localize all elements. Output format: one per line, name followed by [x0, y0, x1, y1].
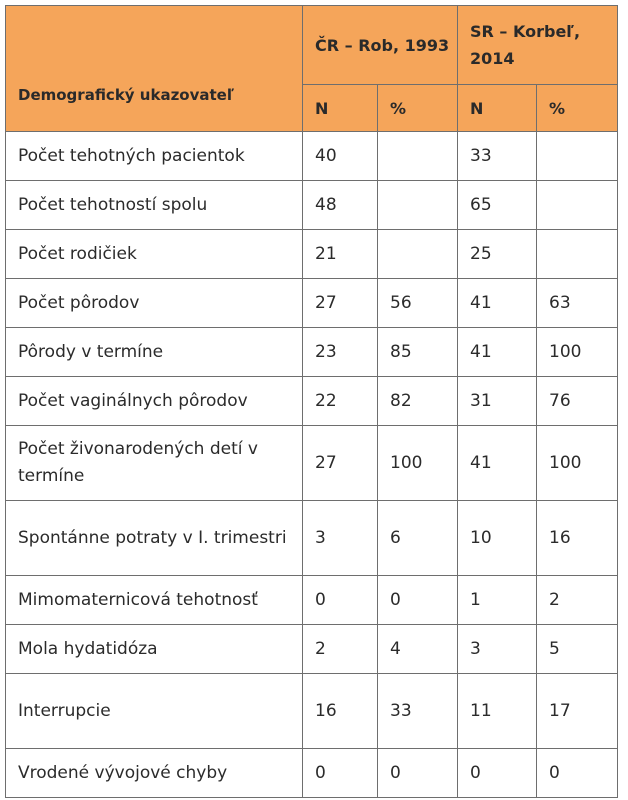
row-label: Počet rodičiek — [6, 230, 303, 279]
cr-n-value: 0 — [303, 749, 378, 798]
sr-pct-header: % — [537, 85, 618, 132]
table-row — [6, 279, 618, 328]
cr-pct-value: 0 — [378, 576, 458, 625]
sr-pct-value: 0 — [537, 749, 618, 798]
cr-pct-header: % — [378, 85, 458, 132]
sr-n-value: 1 — [458, 576, 537, 625]
table-row — [6, 181, 618, 230]
sr-n-value: 41 — [458, 328, 537, 377]
cr-pct-value: 6 — [378, 501, 458, 576]
cr-n-value: 23 — [303, 328, 378, 377]
row-label: Spontánne potraty v I. trimestri — [6, 501, 303, 576]
table-row — [6, 674, 618, 749]
cr-n-value: 27 — [303, 279, 378, 328]
row-label: Vrodené vývojové chyby — [6, 749, 303, 798]
table-row — [6, 132, 618, 181]
table-row — [6, 230, 618, 279]
table-header — [6, 6, 618, 132]
row-label: Interrupcie — [6, 674, 303, 749]
row-label: Počet pôrodov — [6, 279, 303, 328]
cr-pct-value: 56 — [378, 279, 458, 328]
sr-n-value: 0 — [458, 749, 537, 798]
cr-n-value: 2 — [303, 625, 378, 674]
row-label: Počet živonarodených detí v termíne — [6, 426, 303, 501]
sr-n-value: 41 — [458, 426, 537, 501]
row-label: Počet tehotných pacientok — [6, 132, 303, 181]
sr-pct-value: 16 — [537, 501, 618, 576]
cr-pct-value: 100 — [378, 426, 458, 501]
cr-pct-value — [378, 181, 458, 230]
table-row — [6, 426, 618, 501]
sr-pct-value: 63 — [537, 279, 618, 328]
row-label: Mola hydatidóza — [6, 625, 303, 674]
cr-pct-value: 4 — [378, 625, 458, 674]
demographic-table — [5, 5, 618, 798]
sr-pct-value — [537, 181, 618, 230]
cr-pct-value: 82 — [378, 377, 458, 426]
sr-pct-value — [537, 230, 618, 279]
group-header-sr: SR – Korbeľ, 2014 — [458, 6, 618, 85]
table-row — [6, 377, 618, 426]
table-row — [6, 501, 618, 576]
cr-n-header: N — [303, 85, 378, 132]
sr-pct-value: 76 — [537, 377, 618, 426]
sr-n-value: 41 — [458, 279, 537, 328]
cr-pct-value: 0 — [378, 749, 458, 798]
sr-pct-value: 5 — [537, 625, 618, 674]
cr-n-value: 21 — [303, 230, 378, 279]
sr-n-value: 33 — [458, 132, 537, 181]
table-body — [6, 132, 618, 798]
cr-pct-value: 85 — [378, 328, 458, 377]
cr-n-value: 22 — [303, 377, 378, 426]
row-label: Mimomaternicová tehotnosť — [6, 576, 303, 625]
cr-n-value: 27 — [303, 426, 378, 501]
sr-n-header: N — [458, 85, 537, 132]
cr-n-value: 48 — [303, 181, 378, 230]
sr-n-value: 3 — [458, 625, 537, 674]
sr-pct-value: 100 — [537, 426, 618, 501]
cr-n-value: 16 — [303, 674, 378, 749]
table-row — [6, 328, 618, 377]
sr-pct-value: 2 — [537, 576, 618, 625]
row-label: Počet vaginálnych pôrodov — [6, 377, 303, 426]
table-row — [6, 576, 618, 625]
sr-pct-value: 100 — [537, 328, 618, 377]
group-header-cr: ČR – Rob, 1993 — [303, 6, 458, 85]
cr-pct-value — [378, 230, 458, 279]
sr-n-value: 31 — [458, 377, 537, 426]
cr-n-value: 0 — [303, 576, 378, 625]
indicator-column-header: Demografický ukazovateľ — [6, 6, 303, 132]
row-label: Počet tehotností spolu — [6, 181, 303, 230]
cr-pct-value: 33 — [378, 674, 458, 749]
cr-pct-value — [378, 132, 458, 181]
header-row-groups — [6, 6, 618, 85]
table-row — [6, 749, 618, 798]
row-label: Pôrody v termíne — [6, 328, 303, 377]
sr-n-value: 11 — [458, 674, 537, 749]
sr-n-value: 25 — [458, 230, 537, 279]
table-row — [6, 625, 618, 674]
sr-pct-value: 17 — [537, 674, 618, 749]
cr-n-value: 40 — [303, 132, 378, 181]
sr-n-value: 65 — [458, 181, 537, 230]
sr-pct-value — [537, 132, 618, 181]
cr-n-value: 3 — [303, 501, 378, 576]
sr-n-value: 10 — [458, 501, 537, 576]
